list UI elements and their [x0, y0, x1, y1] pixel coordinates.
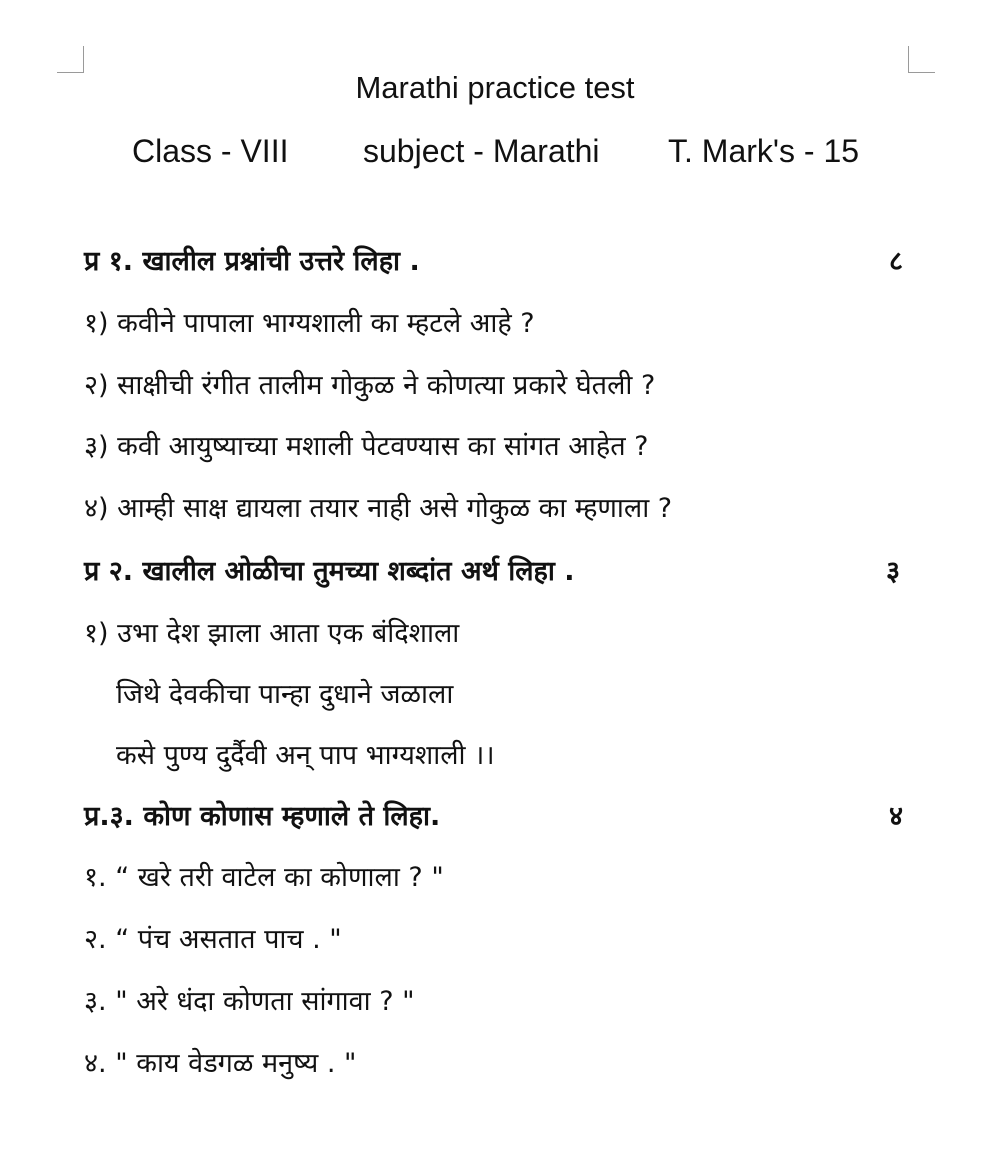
section-3-heading: प्र.३. कोण कोणास म्हणाले ते लिहा. [84, 801, 441, 832]
poem-line: जिथे देवकीचा पान्हा दुधाने जळाला [116, 679, 454, 710]
section-2-marks: ३ [886, 556, 901, 587]
quote-line: २. “ पंच असतात पाच . " [84, 924, 342, 955]
question-line: ४) आम्ही साक्ष द्यायला तयार नाही असे गोकुळ का म्हणाला ? [84, 493, 673, 524]
question-line: १) कवीने पापाला भाग्यशाली का म्हटले आहे ? [84, 308, 535, 339]
poem-line: कसे पुण्य दुर्दैवी अन् पाप भाग्यशाली ।। [116, 740, 495, 771]
subject-label: subject - Marathi [363, 133, 600, 169]
question-line: ३) कवी आयुष्याच्या मशाली पेटवण्यास का सांगत आहेत ? [84, 431, 649, 462]
quote-line: १. “ खरे तरी वाटेल का कोणाला ? " [84, 862, 444, 893]
section-1-marks: ८ [889, 246, 904, 277]
total-marks-label: T. Mark's - 15 [668, 133, 860, 169]
quote-line: ३. " अरे धंदा कोणता सांगावा ? " [84, 986, 415, 1017]
page-corner-mark-top-right [908, 46, 935, 73]
document-title: Marathi practice test [355, 70, 635, 105]
section-2-heading: प्र २. खालील ओळीचा तुमच्या शब्दांत अर्थ लिहा . [84, 556, 575, 587]
page-corner-mark-top-left [57, 46, 84, 73]
question-line: २) साक्षीची रंगीत तालीम गोकुळ ने कोणत्या प्रकारे घेतली ? [84, 370, 656, 401]
poem-line: १) उभा देश झाला आता एक बंदिशाला [84, 618, 460, 649]
section-1-heading: प्र १. खालील प्रश्नांची उत्तरे लिहा . [84, 246, 420, 277]
class-label: Class - VIII [132, 133, 289, 169]
quote-line: ४. " काय वेडगळ मनुष्य . " [84, 1048, 357, 1079]
section-3-marks: ४ [889, 801, 904, 832]
